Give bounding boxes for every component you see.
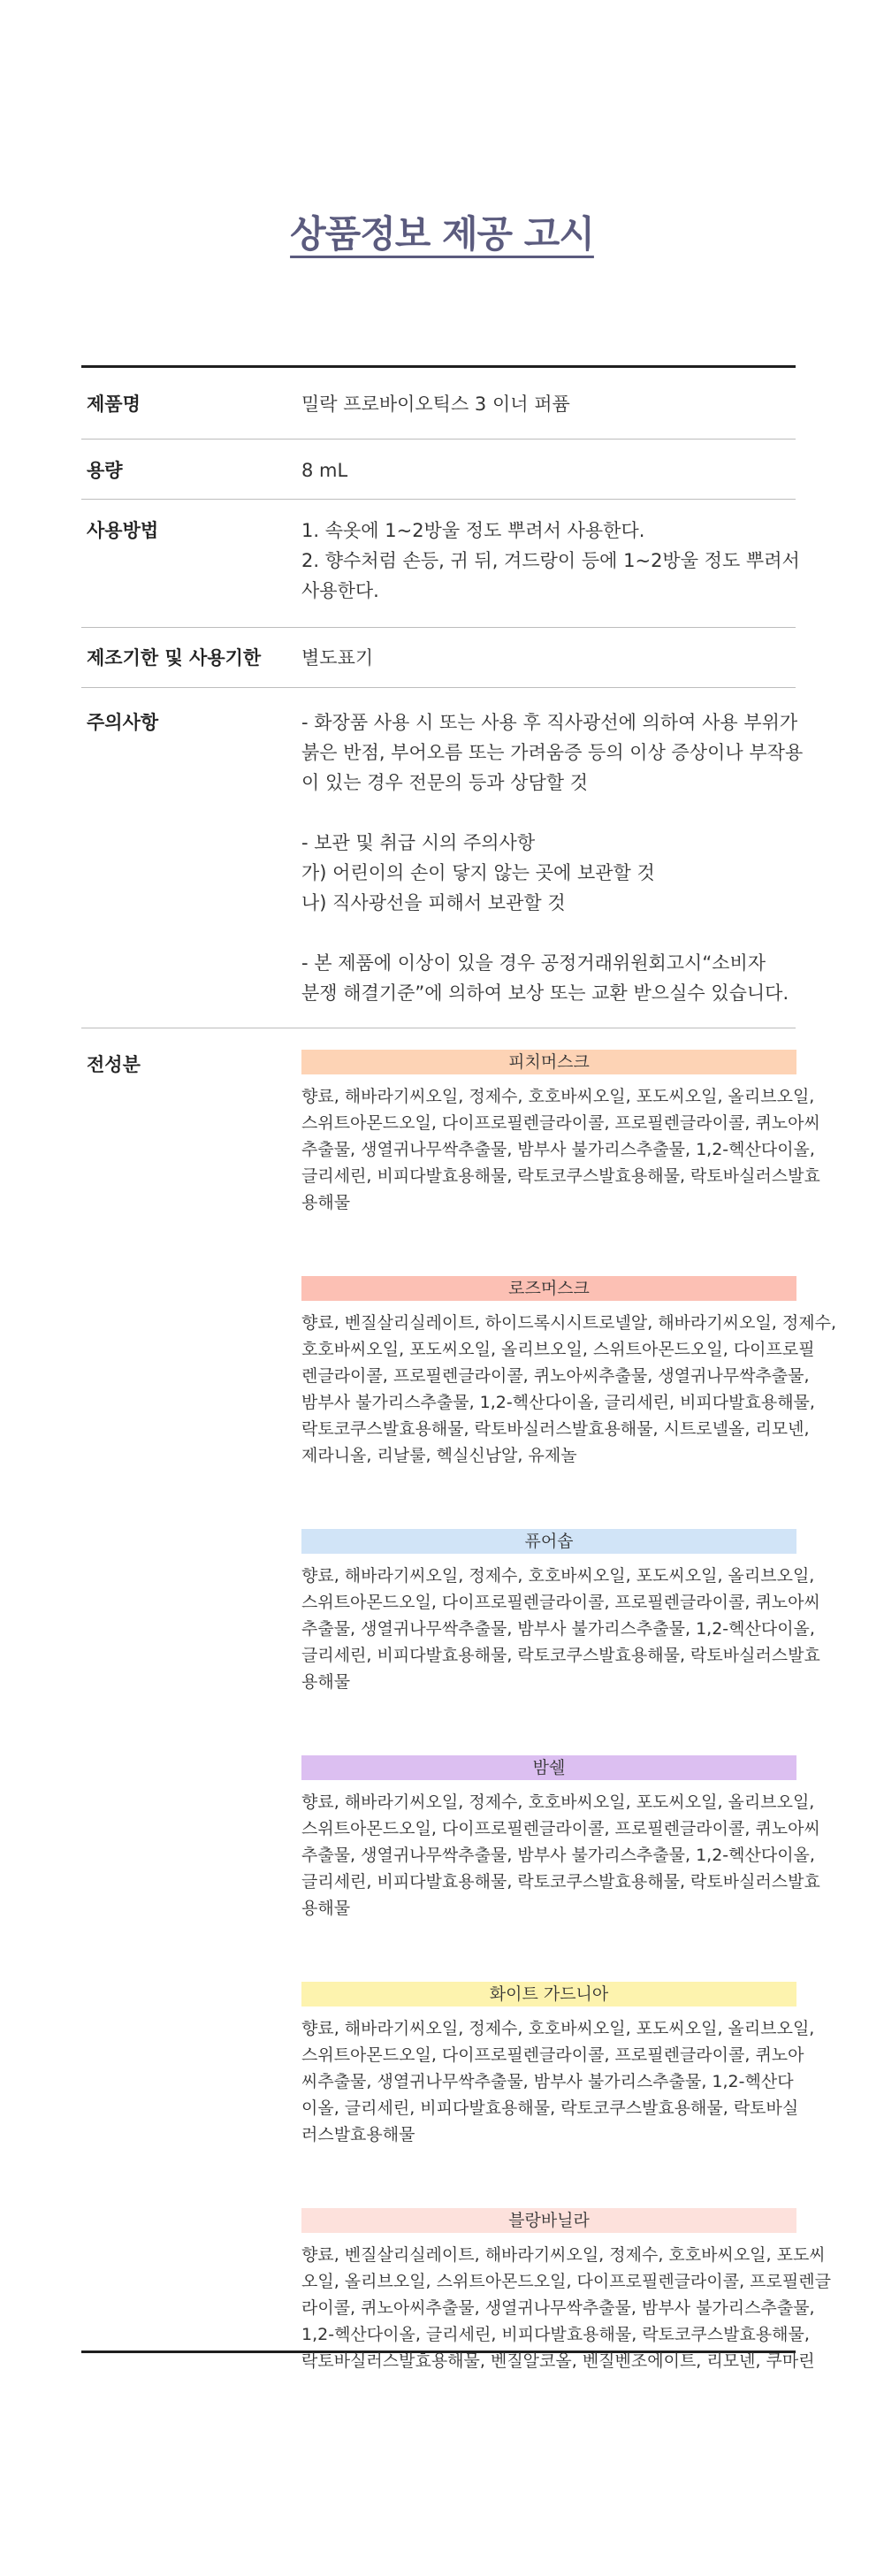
ingredient-block (301, 1050, 820, 1216)
row-value: 별도표기 (301, 647, 374, 669)
row-value: 8 mL (301, 460, 348, 481)
ingredient-line: 스위트아몬드오일, 다이프로필렌글라이콜, 프로필렌글라이콜, 퀴노아 (301, 2045, 804, 2065)
caution-line: 분쟁 해결기준”에 의하여 보상 또는 교환 받으실수 있습니다. (301, 982, 789, 1004)
caution-line: 가) 어린이의 손이 닿지 않는 곳에 보관할 것 (301, 862, 655, 883)
spacer (301, 798, 803, 828)
ingredient-line: 향료, 해바라기씨오일, 정제수, 호호바씨오일, 포도씨오일, 올리브오일, (301, 2019, 815, 2038)
ingredient-scent-name: 블랑바닐라 (301, 2208, 796, 2233)
row-ingredients (81, 1028, 836, 2371)
ingredient-text (301, 2015, 815, 2148)
row-caution (81, 688, 804, 1028)
ingredient-text (301, 1310, 836, 1469)
ingredient-line: 향료, 해바라기씨오일, 정제수, 호호바씨오일, 포도씨오일, 올리브오일, (301, 1087, 815, 1106)
usage-line: 사용한다. (301, 580, 379, 601)
ingredient-line: 러스발효용해물 (301, 2125, 415, 2144)
ingredient-line: 용해물 (301, 1193, 351, 1212)
ingredient-line: 글리세린, 비피다발효용해물, 락토코쿠스발효용해물, 락토바실러스발효 (301, 1872, 820, 1892)
ingredient-text (301, 1789, 820, 1922)
ingredients-list (301, 1050, 836, 2371)
ingredient-line: 스위트아몬드오일, 다이프로필렌글라이콜, 프로필렌글라이콜, 퀴노아씨 (301, 1819, 820, 1838)
row-label: 전성분 (87, 1054, 141, 1075)
page-title: 상품정보 제공 고시 (290, 212, 594, 256)
row-value (301, 707, 803, 1028)
ingredient-text (301, 1083, 820, 1216)
ingredient-line: 글리세린, 비피다발효용해물, 락토코쿠스발효용해물, 락토바실러스발효 (301, 1646, 820, 1665)
ingredient-line: 오일, 올리브오일, 스위트아몬드오일, 다이프로필렌글라이콜, 프로필렌글 (301, 2272, 831, 2291)
spacer (301, 918, 803, 948)
ingredient-block (301, 1276, 836, 1469)
row-value: 밀락 프로바이오틱스 3 이너 퍼퓸 (301, 394, 570, 415)
ingredient-line: 용해물 (301, 1672, 351, 1692)
row-product-name (81, 368, 796, 440)
ingredient-line: 용해물 (301, 1899, 351, 1918)
ingredient-line: 제라니올, 리날룰, 헥실신남알, 유제놀 (301, 1446, 577, 1465)
ingredient-line: 호호바씨오일, 포도씨오일, 올리브오일, 스위트아몬드오일, 다이프로필 (301, 1340, 815, 1359)
ingredient-line: 이올, 글리세린, 비피다발효용해물, 락토코쿠스발효용해물, 락토바실 (301, 2098, 799, 2118)
row-volume (81, 440, 796, 500)
row-label: 사용방법 (87, 520, 159, 541)
ingredient-block (301, 2208, 831, 2374)
row-label: 제조기한 및 사용기한 (87, 647, 262, 669)
ingredient-line: 향료, 해바라기씨오일, 정제수, 호호바씨오일, 포도씨오일, 올리브오일, (301, 1566, 815, 1586)
row-value (301, 516, 800, 627)
ingredient-scent-name: 로즈머스크 (301, 1276, 796, 1301)
row-label: 용량 (87, 460, 123, 481)
row-usage (81, 500, 800, 628)
ingredient-line: 스위트아몬드오일, 다이프로필렌글라이콜, 프로필렌글라이콜, 퀴노아씨 (301, 1593, 820, 1612)
caution-line: 이 있는 경우 전문의 등과 상담할 것 (301, 772, 589, 793)
row-label: 제품명 (87, 394, 141, 415)
ingredient-line: 추출물, 생열귀나무싹추출물, 밤부사 불가리스추출물, 1,2-헥산다이올, (301, 1140, 815, 1159)
ingredient-block (301, 1755, 820, 1922)
ingredient-line: 스위트아몬드오일, 다이프로필렌글라이콜, 프로필렌글라이콜, 퀴노아씨 (301, 1113, 820, 1133)
ingredient-block (301, 1982, 815, 2148)
ingredient-line: 락토바실러스발효용해물, 벤질알코올, 벤질벤조에이트, 리모넨, 쿠마린 (301, 2351, 815, 2371)
usage-line: 2. 향수처럼 손등, 귀 뒤, 겨드랑이 등에 1~2방울 정도 뿌려서 (301, 550, 800, 571)
caution-line: - 본 제품에 이상이 있을 경우 공정거래위원회고시“소비자 (301, 952, 766, 974)
ingredient-line: 추출물, 생열귀나무싹추출물, 밤부사 불가리스추출물, 1,2-헥산다이올, (301, 1846, 815, 1865)
ingredient-line: 라이콜, 퀴노아씨추출물, 생열귀나무싹추출물, 밤부사 불가리스추출물, (301, 2298, 815, 2318)
ingredient-text (301, 2242, 831, 2374)
usage-line: 1. 속옷에 1~2방울 정도 뿌려서 사용한다. (301, 520, 645, 541)
ingredient-line: 추출물, 생열귀나무싹추출물, 밤부사 불가리스추출물, 1,2-헥산다이올, (301, 1619, 815, 1639)
ingredient-line: 향료, 벤질살리실레이트, 하이드록시시트로넬알, 해바라기씨오일, 정제수, (301, 1313, 836, 1333)
ingredient-scent-name: 피치머스크 (301, 1050, 796, 1074)
row-expiry (81, 628, 796, 688)
caution-line: - 화장품 사용 시 또는 사용 후 직사광선에 의하여 사용 부위가 (301, 712, 798, 733)
ingredient-scent-name: 밤쉘 (301, 1755, 796, 1780)
ingredient-scent-name: 퓨어솝 (301, 1529, 796, 1554)
product-info-table (81, 365, 836, 2371)
ingredient-block (301, 1529, 820, 1695)
ingredient-line: 향료, 벤질살리실레이트, 해바라기씨오일, 정제수, 호호바씨오일, 포도씨 (301, 2245, 826, 2265)
ingredient-line: 락토코쿠스발효용해물, 락토바실러스발효용해물, 시트로넬올, 리모넨, (301, 1419, 810, 1439)
ingredient-line: 1,2-헥산다이올, 글리세린, 비피다발효용해물, 락토코쿠스발효용해물, (301, 2325, 810, 2344)
ingredient-line: 렌글라이콜, 프로필렌글라이콜, 퀴노아씨추출물, 생열귀나무싹추출물, (301, 1366, 810, 1386)
row-label: 주의사항 (87, 712, 159, 733)
caution-line: - 보관 및 취급 시의 주의사항 (301, 832, 536, 853)
ingredient-text (301, 1563, 820, 1695)
caution-line: 나) 직사광선을 피해서 보관할 것 (301, 892, 566, 913)
ingredient-line: 글리세린, 비피다발효용해물, 락토코쿠스발효용해물, 락토바실러스발효 (301, 1166, 820, 1186)
ingredient-line: 밤부사 불가리스추출물, 1,2-헥산다이올, 글리세린, 비피다발효용해물, (301, 1393, 815, 1412)
ingredient-line: 향료, 해바라기씨오일, 정제수, 호호바씨오일, 포도씨오일, 올리브오일, (301, 1792, 815, 1812)
caution-line: 붉은 반점, 부어오름 또는 가려움증 등의 이상 증상이나 부작용 (301, 742, 804, 763)
ingredient-line: 씨추출물, 생열귀나무싹추출물, 밤부사 불가리스추출물, 1,2-헥산다 (301, 2072, 794, 2091)
ingredient-scent-name: 화이트 가드니아 (301, 1982, 796, 2007)
